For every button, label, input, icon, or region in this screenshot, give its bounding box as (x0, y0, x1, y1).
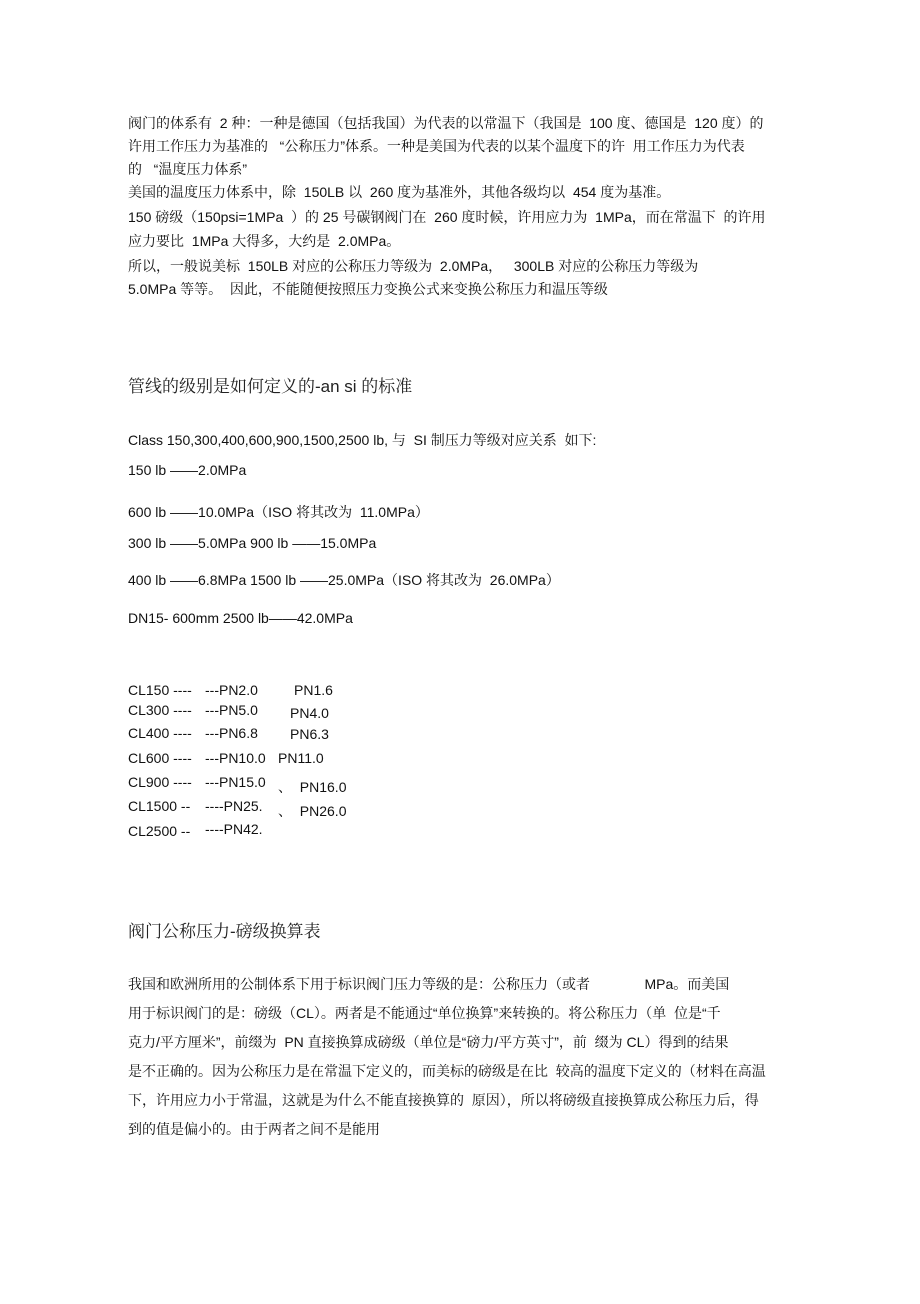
alt-pn-cell: 、 PN16.0 (278, 779, 347, 795)
text-line: 我国和欧洲所用的公制体系下用于标识阀门压力等级的是：公称压力（或者 MPa。而美国 (128, 976, 730, 992)
text-line: DN15- 600mm 2500 lb——42.0MPa (128, 610, 353, 626)
cl-cell: CL300 ---- (128, 702, 192, 718)
text-line: 应力要比 1MPa 大得多，大约是 2.0MPa。 (128, 233, 401, 249)
text-line: 400 lb ——6.8MPa 1500 lb ——25.0MPa（ISO 将其改为 26.0MPa） (128, 572, 560, 588)
text-line: 150 lb ——2.0MPa (128, 462, 247, 478)
text-line: 是不正确的。因为公称压力是在常温下定义的，而美标的磅级是在比 较高的温度下定义的（材料在高温 (128, 1063, 766, 1079)
alt-pn-cell: PN6.3 (290, 726, 329, 742)
pn-cell: ---PN10.0 (205, 750, 266, 766)
cl-cell: CL150 ---- (128, 682, 192, 698)
text-line: 到的值是偏小的。由于两者之间不是能用 (128, 1121, 380, 1137)
pn-cell: ---PN6.8 (205, 725, 258, 741)
text-line: 所以，一般说美标 150LB 对应的公称压力等级为 2.0MPa， 300LB 对应的公称压力等级为 (128, 258, 699, 274)
text-line: 用于标识阀门的是：磅级（CL）。两者是不能通过“单位换算”来转换的。将公称压力（单 位是“千 (128, 1005, 721, 1021)
section-heading: 阀门公称压力-磅级换算表 (128, 922, 321, 941)
pn-cell: ---PN5.0 (205, 702, 258, 718)
pn-cell: ----PN42. (205, 821, 263, 837)
alt-pn-cell: PN4.0 (290, 705, 329, 721)
cl-cell: CL900 ---- (128, 774, 192, 790)
alt-pn-cell: PN1.6 (294, 682, 333, 698)
alt-pn-cell: 、 PN26.0 (278, 803, 347, 819)
cl-cell: CL1500 -- (128, 798, 191, 814)
text-line: 5.0MPa 等等。 因此，不能随便按照压力变换公式来变换公称压力和温压等级 (128, 281, 608, 297)
cl-cell: CL400 ---- (128, 725, 192, 741)
alt-pn-cell: PN11.0 (278, 750, 324, 766)
cl-cell: CL2500 -- (128, 823, 191, 839)
cl-cell: CL600 ---- (128, 750, 192, 766)
text-line: 150 磅级（150psi=1MPa ）的 25 号碳钢阀门在 260 度时候，许用应力为 1MPa，而在常温下 的许用 (128, 209, 766, 225)
text-line: 阀门的体系有 2 种：一种是德国（包括我国）为代表的以常温下（我国是 100 度、德国是 120 度）的 (128, 115, 764, 131)
text-line: 下，许用应力小于常温，这就是为什么不能直接换算的 原因），所以将磅级直接换算成公称压力后，得 (128, 1092, 759, 1108)
pn-cell: ---PN2.0 (205, 682, 258, 698)
pn-cell: ----PN25. (205, 798, 263, 814)
text-line: 许用工作压力为基准的 “公称压力”体系。一种是美国为代表的以某个温度下的许 用工作压力为代表 (128, 138, 745, 154)
text-line: 300 lb ——5.0MPa 900 lb ——15.0MPa (128, 535, 377, 551)
text-line: 的 “温度压力体系” (128, 161, 247, 177)
text-line: 美国的温度压力体系中，除 150LB 以 260 度为基准外，其他各级均以 454 度为基准。 (128, 184, 671, 200)
section-heading: 管线的级别是如何定义的-an si 的标准 (128, 377, 413, 396)
text-line: 600 lb ——10.0MPa（ISO 将其改为 11.0MPa） (128, 504, 429, 520)
text-line: Class 150,300,400,600,900,1500,2500 lb, 与 SI 制压力等级对应关系 如下: (128, 432, 597, 448)
pn-cell: ---PN15.0 (205, 774, 266, 790)
text-line: 克力/平方厘米”，前缀为 PN 直接换算成磅级（单位是“磅力/平方英寸”，前 缀为 CL）得到的结果 (128, 1034, 729, 1050)
